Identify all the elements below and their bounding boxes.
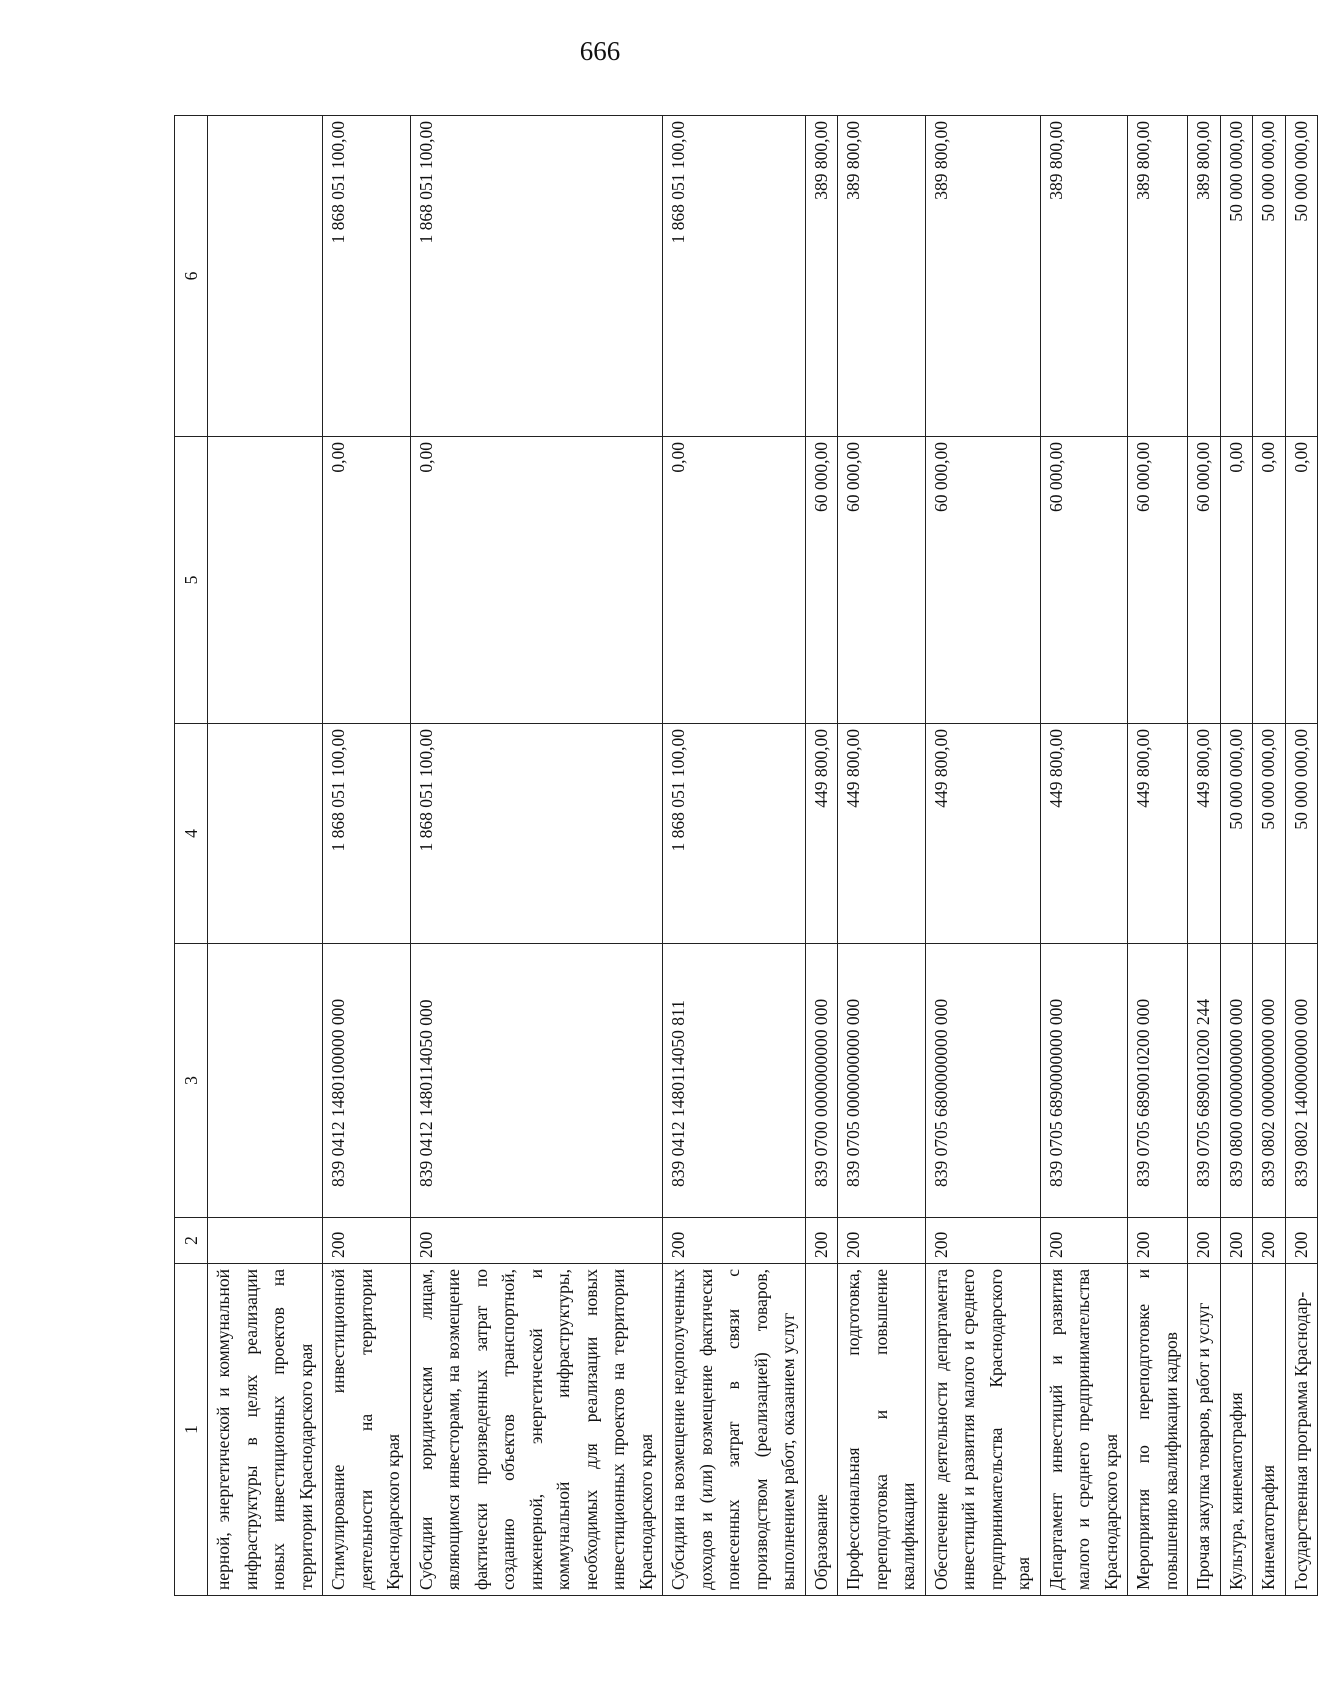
row-col2: 200 — [1253, 1218, 1286, 1264]
row-col6: 389 800,00 — [805, 116, 838, 437]
row-col2: 200 — [1188, 1218, 1221, 1264]
row-col5: 60 000,00 — [1040, 437, 1128, 724]
row-code: 839 0705 6800000000 000 — [925, 944, 1040, 1218]
row-name: Профессиональная подготовка, переподготовка и повышение квалификации — [838, 1264, 926, 1596]
row-code: 839 0700 0000000000 000 — [805, 944, 838, 1218]
row-code: 839 0705 6890010200 000 — [1128, 944, 1188, 1218]
row-code: 839 0705 6890000000 000 — [1040, 944, 1128, 1218]
row-col5: 60 000,00 — [805, 437, 838, 724]
row-col2: 200 — [323, 1218, 411, 1264]
row-code: 839 0412 1480114050 000 — [410, 944, 663, 1218]
table-row — [1253, 116, 1286, 1596]
row-col4: 50 000 000,00 — [1253, 724, 1286, 944]
row-col2: 200 — [1285, 1218, 1318, 1264]
row-code: 839 0802 1400000000 000 — [1285, 944, 1318, 1218]
table-row — [1188, 116, 1221, 1596]
row-col4: 50 000 000,00 — [1220, 724, 1253, 944]
header-col-1: 1 — [175, 1264, 208, 1596]
row-col2: 200 — [1220, 1218, 1253, 1264]
row-col5: 0,00 — [410, 437, 663, 724]
row-col5 — [208, 437, 323, 724]
row-col4: 1 868 051 100,00 — [410, 724, 663, 944]
row-name: Мероприятия по переподготовке и повышению квалификации кадров — [1128, 1264, 1188, 1596]
table-row — [323, 116, 411, 1596]
row-col6: 389 800,00 — [1128, 116, 1188, 437]
row-col4: 449 800,00 — [925, 724, 1040, 944]
row-col2: 200 — [805, 1218, 838, 1264]
header-row — [175, 116, 208, 1596]
row-col2: 200 — [838, 1218, 926, 1264]
row-code — [208, 944, 323, 1218]
header-col-2: 2 — [175, 1218, 208, 1264]
row-code: 839 0705 0000000000 000 — [838, 944, 926, 1218]
row-name: Культура, кинематография — [1220, 1264, 1253, 1596]
row-col5: 60 000,00 — [838, 437, 926, 724]
row-col6: 1 868 051 100,00 — [663, 116, 806, 437]
row-col6: 1 868 051 100,00 — [410, 116, 663, 437]
row-col5: 0,00 — [1220, 437, 1253, 724]
row-col4: 449 800,00 — [1188, 724, 1221, 944]
row-name: Стимулирование инвестиционной деятельности на территории Краснодарского края — [323, 1264, 411, 1596]
row-col6: 389 800,00 — [1188, 116, 1221, 437]
row-col5: 60 000,00 — [1188, 437, 1221, 724]
row-col4: 449 800,00 — [1040, 724, 1128, 944]
row-name: нерной, энергетической и коммунальной инфраструктуры в целях реализации новых инвестиционных проектов на территории Краснодарского края — [208, 1264, 323, 1596]
row-col2: 200 — [410, 1218, 663, 1264]
table-row — [1285, 116, 1318, 1596]
row-col6: 50 000 000,00 — [1253, 116, 1286, 437]
row-col6: 50 000 000,00 — [1285, 116, 1318, 437]
table-row — [805, 116, 838, 1596]
table-row — [838, 116, 926, 1596]
row-col5: 0,00 — [323, 437, 411, 724]
row-col2 — [208, 1218, 323, 1264]
row-name: Государственная программа Краснодар- — [1285, 1264, 1318, 1596]
row-name: Прочая закупка товаров, работ и услуг — [1188, 1264, 1221, 1596]
header-col-3: 3 — [175, 944, 208, 1218]
row-col5: 0,00 — [1285, 437, 1318, 724]
header-col-5: 5 — [175, 437, 208, 724]
row-col2: 200 — [1040, 1218, 1128, 1264]
row-code: 839 0705 6890010200 244 — [1188, 944, 1221, 1218]
budget-table-rotated — [174, 116, 1311, 1596]
row-name: Обеспечение деятельности департамента инвестиций и развития малого и среднего предпринимательства Краснодарского края — [925, 1264, 1040, 1596]
row-col6: 50 000 000,00 — [1220, 116, 1253, 437]
row-code: 839 0412 1480114050 811 — [663, 944, 806, 1218]
table-row — [925, 116, 1040, 1596]
row-name: Субсидии юридическим лицам, являющимся инвесторами, на возмещение фактически произведенных затрат по созданию объектов транспортной, инженерной, энергетической и коммунальной инфраструктуры, необходимых для реализации новых инвестиционных проектов на территории Краснодарского края — [410, 1264, 663, 1596]
row-code: 839 0802 0000000000 000 — [1253, 944, 1286, 1218]
row-col5: 60 000,00 — [1128, 437, 1188, 724]
table-row — [208, 116, 323, 1596]
row-col4: 1 868 051 100,00 — [323, 724, 411, 944]
row-col5: 0,00 — [1253, 437, 1286, 724]
page-number: 666 — [579, 36, 621, 66]
row-col4: 50 000 000,00 — [1285, 724, 1318, 944]
row-name: Субсидии на возмещение недополученных доходов и (или) возмещение фактически понесенных затрат в связи с производством (реализацией) товаров, выполнением работ, оказанием услуг — [663, 1264, 806, 1596]
row-name: Департамент инвестиций и развития малого и среднего предпринимательства Краснодарского края — [1040, 1264, 1128, 1596]
table-row — [410, 116, 663, 1596]
row-col4 — [208, 724, 323, 944]
row-col4: 1 868 051 100,00 — [663, 724, 806, 944]
header-col-4: 4 — [175, 724, 208, 944]
row-col6: 389 800,00 — [925, 116, 1040, 437]
row-col4: 449 800,00 — [838, 724, 926, 944]
row-col5: 60 000,00 — [925, 437, 1040, 724]
row-code: 839 0800 0000000000 000 — [1220, 944, 1253, 1218]
row-name: Образование — [805, 1264, 838, 1596]
table-row — [1220, 116, 1253, 1596]
row-col2: 200 — [663, 1218, 806, 1264]
header-col-6: 6 — [175, 116, 208, 437]
row-col6: 1 868 051 100,00 — [323, 116, 411, 437]
row-code: 839 0412 1480100000 000 — [323, 944, 411, 1218]
row-col5: 0,00 — [663, 437, 806, 724]
row-col6: 389 800,00 — [1040, 116, 1128, 437]
budget-table — [174, 115, 1318, 1596]
row-col4: 449 800,00 — [805, 724, 838, 944]
row-col2: 200 — [1128, 1218, 1188, 1264]
row-col6: 389 800,00 — [838, 116, 926, 437]
row-col2: 200 — [925, 1218, 1040, 1264]
table-row — [663, 116, 806, 1596]
row-col4: 449 800,00 — [1128, 724, 1188, 944]
table-row — [1128, 116, 1188, 1596]
row-col6 — [208, 116, 323, 437]
table-row — [1040, 116, 1128, 1596]
row-name: Кинематография — [1253, 1264, 1286, 1596]
